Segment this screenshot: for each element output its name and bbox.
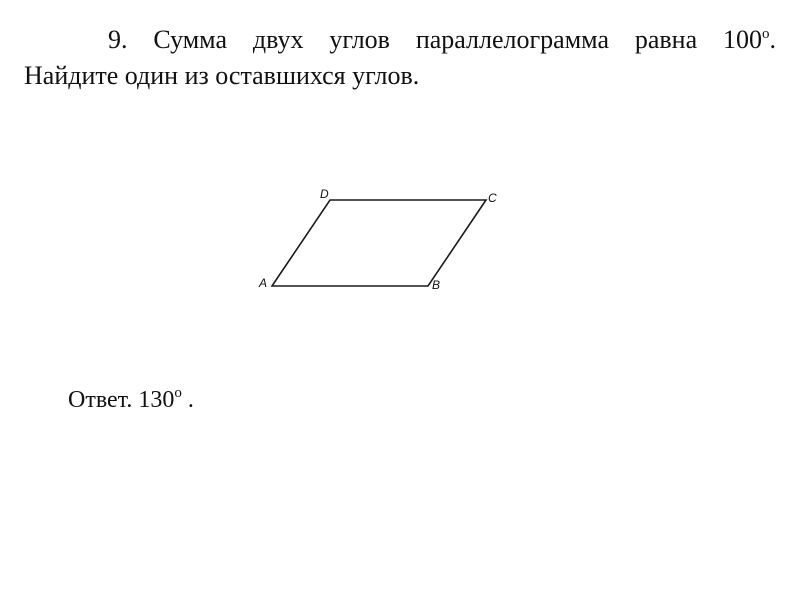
parallelogram-svg: [250, 180, 510, 300]
degree-mark: о: [762, 26, 770, 42]
parallelogram-figure: [250, 180, 510, 300]
problem-statement: [24, 22, 776, 94]
answer-value: 130: [138, 387, 175, 413]
parallelogram-shape: [272, 200, 486, 286]
problem-line-1-end: .: [769, 25, 776, 54]
vertex-label-c: C: [488, 191, 497, 205]
vertex-label-b: B: [432, 278, 441, 292]
answer-degree-mark: о: [174, 385, 182, 401]
problem-text-line-1: Сумма двух углов параллелограмма равна 100: [153, 25, 762, 54]
problem-number: 9.: [108, 25, 128, 54]
answer-label: Ответ.: [68, 387, 133, 413]
problem-line-1: [24, 22, 776, 58]
vertex-label-a: A: [259, 276, 268, 290]
problem-line-2: Найдите один из оставшихся углов.: [24, 61, 420, 90]
vertex-label-d: D: [320, 187, 329, 201]
answer-end: .: [187, 387, 194, 413]
answer-line: [68, 384, 194, 416]
